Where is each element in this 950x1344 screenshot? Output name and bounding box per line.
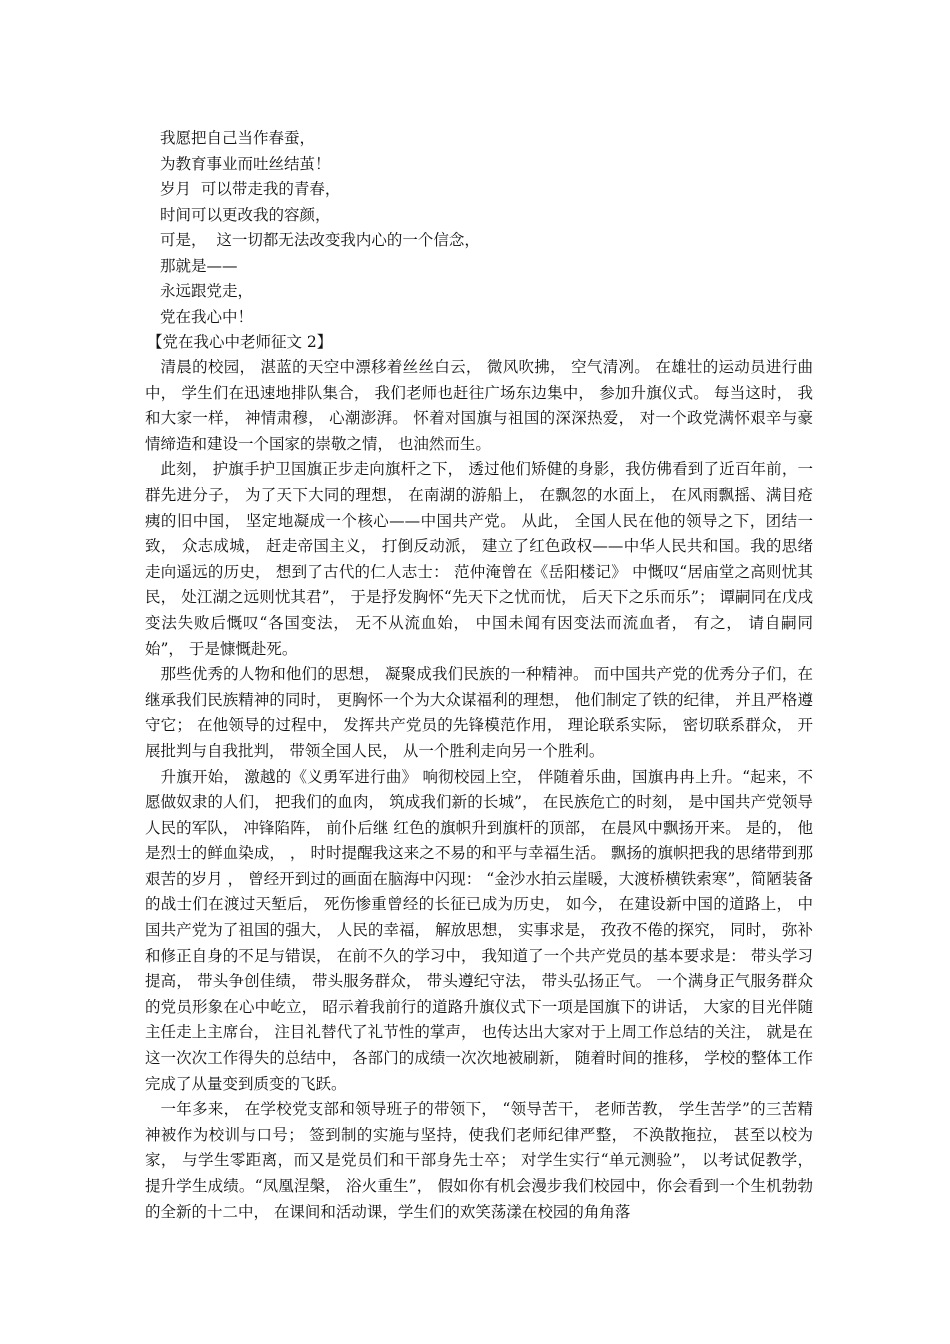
poem-line: 岁月 可以带走我的青春， [160, 180, 341, 198]
poem-line: 我愿把自己当作春蚕， [160, 129, 316, 147]
poem-line: 为教育事业而吐丝结茧！ [160, 154, 331, 173]
body-paragraph: 那些优秀的人物和他们的思想， 凝聚成我们民族的一种精神。 而中国共产党的优秀分子们，在继承我们民族精神的同时， 更胸怀一个为大众谋福利的理想， 他们制定了铁的纪律， 并且严格遵守它； 在他领导的过程中， 发挥共产党员的先锋模范作用， 理论联系实际， 密切联系群众， 开展批判与自我批判， 带领全国人民， 从一个胜利走向另一个胜利。 [145, 665, 813, 760]
body-paragraph: 清晨的校园， 湛蓝的天空中漂移着丝丝白云， 微风吹拂， 空气清冽。 在雄壮的运动员进行曲中， 学生们在迅速地排队集合， 我们老师也赶往广场东边集中， 参加升旗仪式。 每当这时， 我和大家一样， 神情肃穆， 心潮澎湃。 怀着对国旗与祖国的深深热爱， 对一个政党满怀艰辛与豪情缔造和建设一个国家的崇敬之情， 也油然而生。 [145, 358, 813, 453]
poem-line: 可是， 这一切都无法改变我内心的一个信念， [160, 231, 480, 249]
poem-line: 时间可以更改我的容颜， [160, 205, 331, 224]
poem-line: 永远跟党走， [160, 282, 254, 300]
document-page [145, 126, 813, 1225]
body-paragraph: 升旗开始， 激越的《义勇军进行曲》 响彻校园上空， 伴随着乐曲，国旗冉冉上升。“起来，不愿做奴隶的人们， 把我们的血肉， 筑成我们新的长城”， 在民族危亡的时刻， 是中国共产党领导人民的军队， 冲锋陷阵， 前仆后继 红色的旗帜升到旗杆的顶部， 在晨风中飘扬开来。 是的， 他是烈士的鲜血染成， ， 时时提醒我这来之不易的和平与幸福生活。 飘扬的旗帜把我的思绪带到那艰苦的岁月 ， 曾经开到过的画面在脑海中闪现： “金沙水拍云崖暖，大渡桥横铁索寒”，简陋装备的战士们在渡过天堑后， 死伤惨重曾经的长征已成为历史， 如今， 在建设新中国的道路上， 中国共产党为了祖国的强大， 人民的幸福， 解放思想， 实事求是， 孜孜不倦的探究， 同时， 弥补和修正自身的不足与错误， 在前不久的学习中， 我知道了一个共产党员的基本要求是： 带头学习提高， 带头争创佳绩， 带头服务群众， 带头遵纪守法， 带头弘扬正气。 一个满身正气服务群众的党员形象在心中屹立， 昭示着我前行的道路升旗仪式下一项是国旗下的讲话， 大家的目光伴随主任走上主席台， 注目礼替代了礼节性的掌声， 也传达出大家对于上周工作总结的关注， 就是在这一次次工作得失的总结中， 各部门的成绩一次次地被刷新， 随着时间的推移， 学校的整体工作完成了从量变到质变的飞跃。 [145, 767, 813, 1093]
poem-line: 那就是—— [160, 256, 238, 275]
poem [145, 126, 813, 330]
body-paragraph: 一年多来， 在学校党支部和领导班子的带领下， “领导苦干， 老师苦教， 学生苦学”的三苦精神被作为校训与口号； 签到制的实施与坚持，使我们老师纪律严整， 不涣散拖拉， 甚至以校为家， 与学生零距离，而又是党员们和干部身先士卒； 对学生实行“单元测验”， 以考试促教学， 提升学生成绩。“凤凰涅槃， 浴火重生”， 假如你有机会漫步我们校园中，你会看到一个生机勃勃的全新的十二中， 在课间和活动课，学生们的欢笑荡漾在校园的角角落 [145, 1100, 813, 1221]
poem-line: 党在我心中！ [160, 307, 254, 326]
body-paragraph: 此刻， 护旗手护卫国旗正步走向旗杆之下， 透过他们矫健的身影，我仿佛看到了近百年前，一群先进分子， 为了天下大同的理想， 在南湖的游船上， 在飘忽的水面上， 在风雨飘摇、满目疮痍的旧中国， 坚定地凝成一个核心——中国共产党。 从此， 全国人民在他的领导之下，团结一致， 众志成城， 赶走帝国主义， 打倒反动派， 建立了红色政权——中华人民共和国。我的思绪走向遥远的历史， 想到了古代的仁人志士： 范仲淹曾在《岳阳楼记》 中慨叹“居庙堂之高则忧其民， 处江湖之远则忧其君”， 于是抒发胸怀“先天下之忧而忧， 后天下之乐而乐”； 谭嗣同在戊戌变法失败后慨叹“各国变法， 无不从流血始， 中国未闻有因变法而流血者， 有之， 请自嗣同始”， 于是慷慨赴死。 [145, 460, 813, 658]
section-heading: 【党在我心中老师征文 2】 [147, 333, 333, 351]
